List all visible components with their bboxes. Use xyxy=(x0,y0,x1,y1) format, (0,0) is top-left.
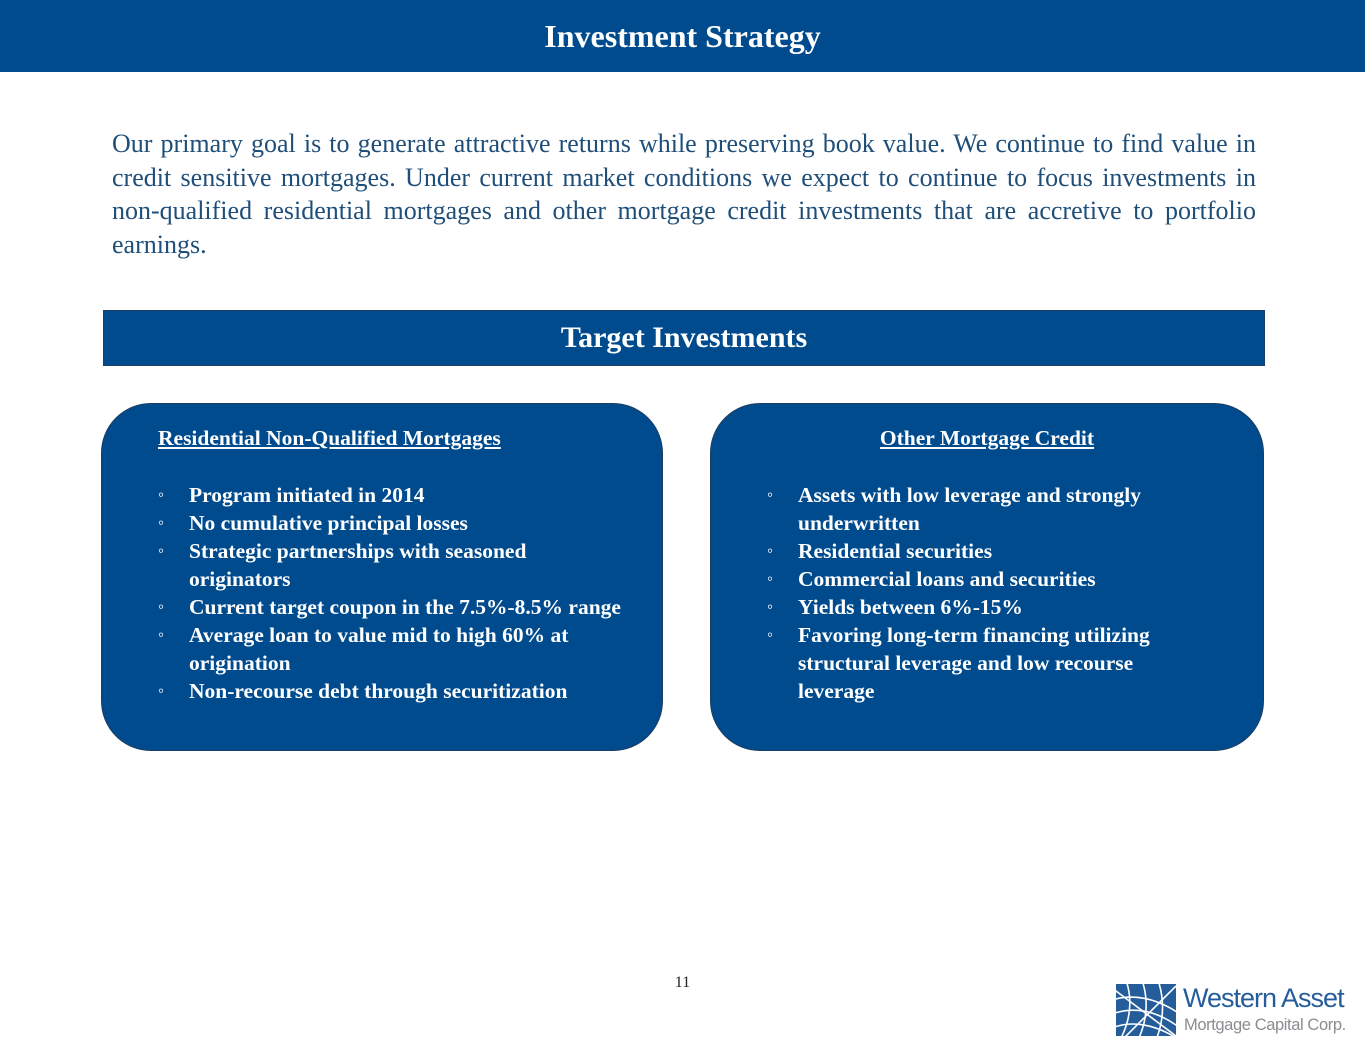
bullet-icon: ◦ xyxy=(158,541,165,560)
bullet-icon: ◦ xyxy=(767,597,774,616)
list-item xyxy=(767,537,1197,565)
bullet-icon: ◦ xyxy=(158,681,165,700)
list-item-text: Commercial loans and securities xyxy=(798,567,1096,591)
page-number: 11 xyxy=(674,974,691,991)
card-title: Residential Non-Qualified Mortgages xyxy=(158,426,501,450)
logo-name: Western Asset xyxy=(1183,983,1344,1013)
section-header-target-investments xyxy=(103,310,1265,366)
list-item-text: Assets with low leverage and strongly underwritten xyxy=(798,483,1141,535)
list-item xyxy=(158,537,628,593)
section-title: Target Investments xyxy=(560,321,808,354)
list-item xyxy=(158,677,628,705)
bullet-icon: ◦ xyxy=(158,485,165,504)
list-item-text: Non-recourse debt through securitization xyxy=(189,679,568,703)
bullet-icon: ◦ xyxy=(767,569,774,588)
card-other-mortgage-credit xyxy=(710,403,1264,751)
card-title: Other Mortgage Credit xyxy=(879,426,1095,450)
list-item-text: Average loan to value mid to high 60% at origination xyxy=(189,623,569,675)
list-item-text: Program initiated in 2014 xyxy=(189,483,425,507)
list-item-text: No cumulative principal losses xyxy=(189,511,468,535)
logo-subtitle: Mortgage Capital Corp. xyxy=(1184,1016,1346,1034)
globe-grid-icon xyxy=(1116,984,1176,1036)
list-item xyxy=(767,621,1197,705)
list-item xyxy=(767,565,1197,593)
bullet-icon: ◦ xyxy=(767,541,774,560)
list-item-text: Current target coupon in the 7.5%-8.5% range xyxy=(189,595,621,619)
list-item xyxy=(767,593,1197,621)
list-item xyxy=(158,509,628,537)
card-residential-non-qm xyxy=(101,403,663,751)
list-item xyxy=(158,481,628,509)
list-item-text: Yields between 6%-15% xyxy=(798,595,1023,619)
list-item-text: Residential securities xyxy=(798,539,993,563)
bullet-icon: ◦ xyxy=(767,625,774,644)
page-title: Investment Strategy xyxy=(544,17,821,54)
intro-paragraph: Our primary goal is to generate attractive returns while preserving book value. We continue to find value in credit sensitive mortgages. Under current market conditions we expect to continue to focus investments in non-qualified residential mortgages and other mortgage credit investments that are accretive to portfolio earnings. xyxy=(112,129,1256,259)
list-item xyxy=(158,593,628,621)
bullet-list xyxy=(767,481,1197,705)
list-item xyxy=(767,481,1197,537)
bullet-icon: ◦ xyxy=(158,597,165,616)
bullet-icon: ◦ xyxy=(158,625,165,644)
list-item-text: Strategic partnerships with seasoned originators xyxy=(189,539,527,591)
list-item xyxy=(158,621,628,677)
list-item-text: Favoring long-term financing utilizing structural leverage and low recourse leverage xyxy=(798,623,1150,703)
company-logo xyxy=(1116,984,1350,1038)
page-header xyxy=(0,0,1365,72)
bullet-list xyxy=(158,481,628,705)
bullet-icon: ◦ xyxy=(767,485,774,504)
bullet-icon: ◦ xyxy=(158,513,165,532)
